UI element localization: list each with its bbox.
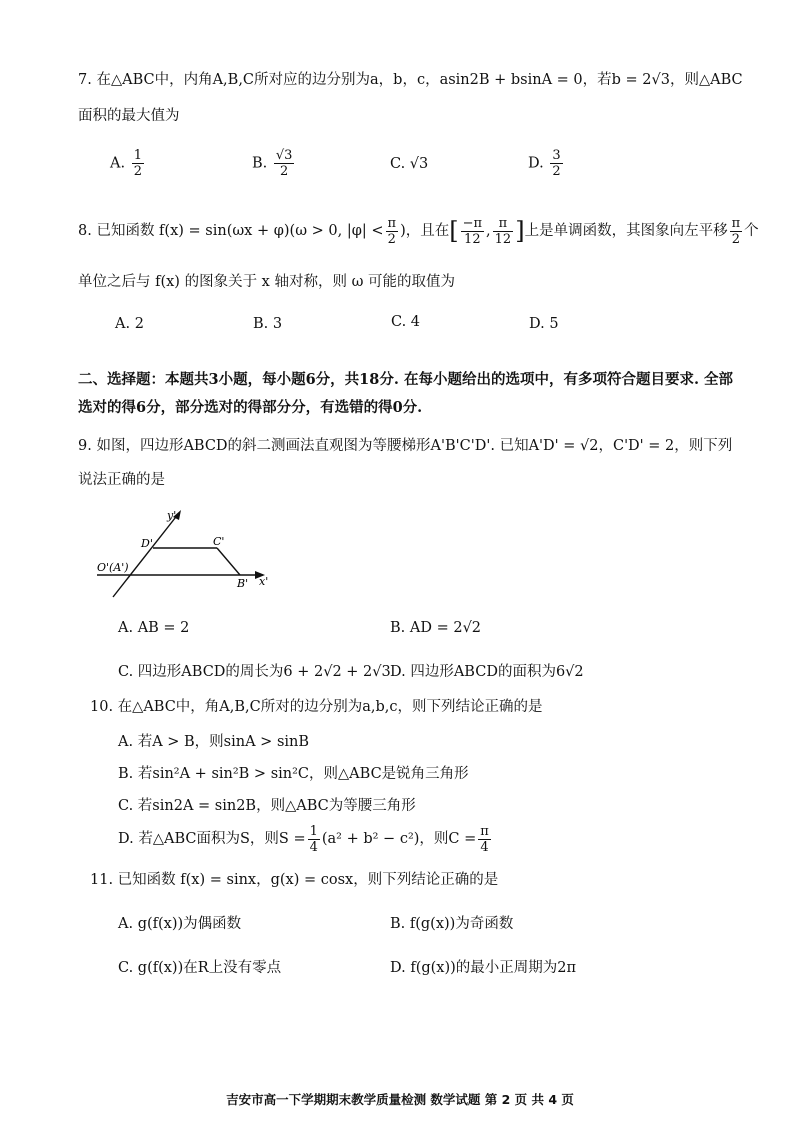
q7-option-a-label: A.	[110, 155, 126, 172]
q8-stem-part-d: 个	[744, 223, 759, 239]
label-c-prime: C'	[213, 535, 225, 548]
q8-interval-left: $\frac{-\pi}{12}$	[462, 215, 483, 247]
q9-stem-line1: 9. 如图，四边形ABCD的斜二测画法直观图为等腰梯形A'B'C'D'. 已知A'D' = √2，C'D' = 2，则下列	[78, 438, 733, 454]
q10-option-d	[118, 822, 493, 856]
q10-option-c: C. 若sin2A = sin2B，则△ABC为等腰三角形	[118, 798, 416, 814]
q8-stem-part-c: 上是单调函数，其图象向左平移	[524, 223, 728, 239]
q10-option-b: B. 若sin²A + sin²B > sin²C，则△ABC是锐角三角形	[118, 766, 469, 782]
q11-stem: 11. 已知函数 f(x) = sinx，g(x) = cosx，则下列结论正确的是	[90, 872, 499, 888]
q9-option-d: D. 四边形ABCD的面积为6√2	[390, 664, 584, 680]
q9-option-a: A. AB = 2	[118, 620, 190, 636]
q7-option-a	[110, 148, 146, 179]
trapezoid-right-edge	[217, 548, 240, 575]
label-b-prime: B'	[237, 577, 249, 590]
q7-option-d-fraction: $\frac{3}{2}$	[552, 148, 561, 179]
q7-option-b	[252, 148, 296, 179]
q11-option-d: D. f(g(x))的最小正周期为2π	[390, 960, 577, 976]
q8-stem-line2: 单位之后与 f(x) 的图象关于 x 轴对称，则 ω 可能的取值为	[78, 274, 456, 290]
q10-option-d-angle: $\frac{\pi}{4}$	[480, 823, 489, 855]
q8-option-d: D. 5	[529, 316, 559, 332]
q7-option-b-label: B.	[252, 155, 268, 172]
q10-option-a: A. 若A > B，则sinA > sinB	[118, 734, 310, 750]
q8-phi-fraction: $\frac{\pi}{2}$	[387, 215, 397, 247]
q8-interval-right: $\frac{\pi}{12}$	[494, 215, 512, 247]
q11-option-a: A. g(f(x))为偶函数	[118, 916, 242, 932]
q7-option-c-label: C.	[390, 156, 406, 172]
q9-option-c: C. 四边形ABCD的周长为6 + 2√2 + 2√3	[118, 664, 391, 680]
q8-option-b: B. 3	[253, 316, 283, 332]
label-x-prime: x'	[259, 575, 269, 588]
q7-option-a-fraction: $\frac{1}{2}$	[133, 148, 142, 179]
label-y-prime: y'	[167, 509, 177, 522]
q8-option-c: C. 4	[391, 314, 421, 330]
q7-option-c	[390, 156, 428, 172]
q9-trapezoid-figure	[95, 505, 285, 605]
q11-option-c: C. g(f(x))在R上没有零点	[118, 960, 282, 976]
q7-option-b-fraction: $\frac{√3}{2}$	[275, 148, 293, 179]
section2-instructions-line2: 选对的得6分，部分选对的得部分分，有选错的得0分.	[78, 399, 423, 416]
q7-stem-line1: 7. 在△ABC中，内角A,B,C所对应的边分别为a，b，c，asin2B + bsinA = 0，若b = 2√3，则△ABC	[78, 72, 743, 88]
q8-stem-line1: 8. 已知函数 f(x) = sin(ωx + φ)(ω > 0, |φ| < $\frac{\pi}{2}$ )，且在[ $\frac{-\pi}{12}$ , $\frac{\pi}{12}$ ]上是单调函数，其图象向左平移 $\frac{\pi}{2}$ 个	[78, 215, 759, 247]
q7-option-d-label: D.	[528, 155, 544, 172]
q8-option-a: A. 2	[115, 316, 144, 332]
page-footer: 吉安市高一下学期期末教学质量检测 数学试题 第 2 页 共 4 页	[226, 1092, 574, 1107]
q8-stem-part-a: 8. 已知函数 f(x) = sin(ωx + φ)(ω > 0, |φ| <	[78, 223, 384, 239]
q9-option-b: B. AD = 2√2	[390, 620, 482, 636]
section2-instructions-line1: 二、选择题：本题共3小题，每小题6分，共18分. 在每小题给出的选项中，有多项符合题目要求. 全部	[78, 371, 734, 388]
label-origin: O'(A')	[97, 561, 129, 574]
q7-stem-line2: 面积的最大值为	[78, 108, 180, 124]
q11-option-b: B. f(g(x))为奇函数	[390, 916, 514, 932]
label-d-prime: D'	[141, 537, 153, 550]
q7-option-d	[528, 148, 565, 179]
q10-option-d-quarter: $\frac{1}{4}$	[309, 823, 318, 855]
q9-stem-line2: 说法正确的是	[78, 472, 165, 488]
q10-option-d-part1: D. 若△ABC面积为S，则S =	[118, 831, 306, 847]
q7-option-c-value: √3	[409, 156, 429, 172]
q8-shift-fraction: $\frac{\pi}{2}$	[731, 215, 741, 247]
q10-stem: 10. 在△ABC中，角A,B,C所对的边分别为a,b,c，则下列结论正确的是	[90, 699, 543, 715]
q10-option-d-part2: (a² + b² − c²)，则C =	[321, 831, 477, 847]
y-axis-line	[113, 513, 179, 597]
q8-stem-part-b: )，且在	[400, 223, 450, 239]
